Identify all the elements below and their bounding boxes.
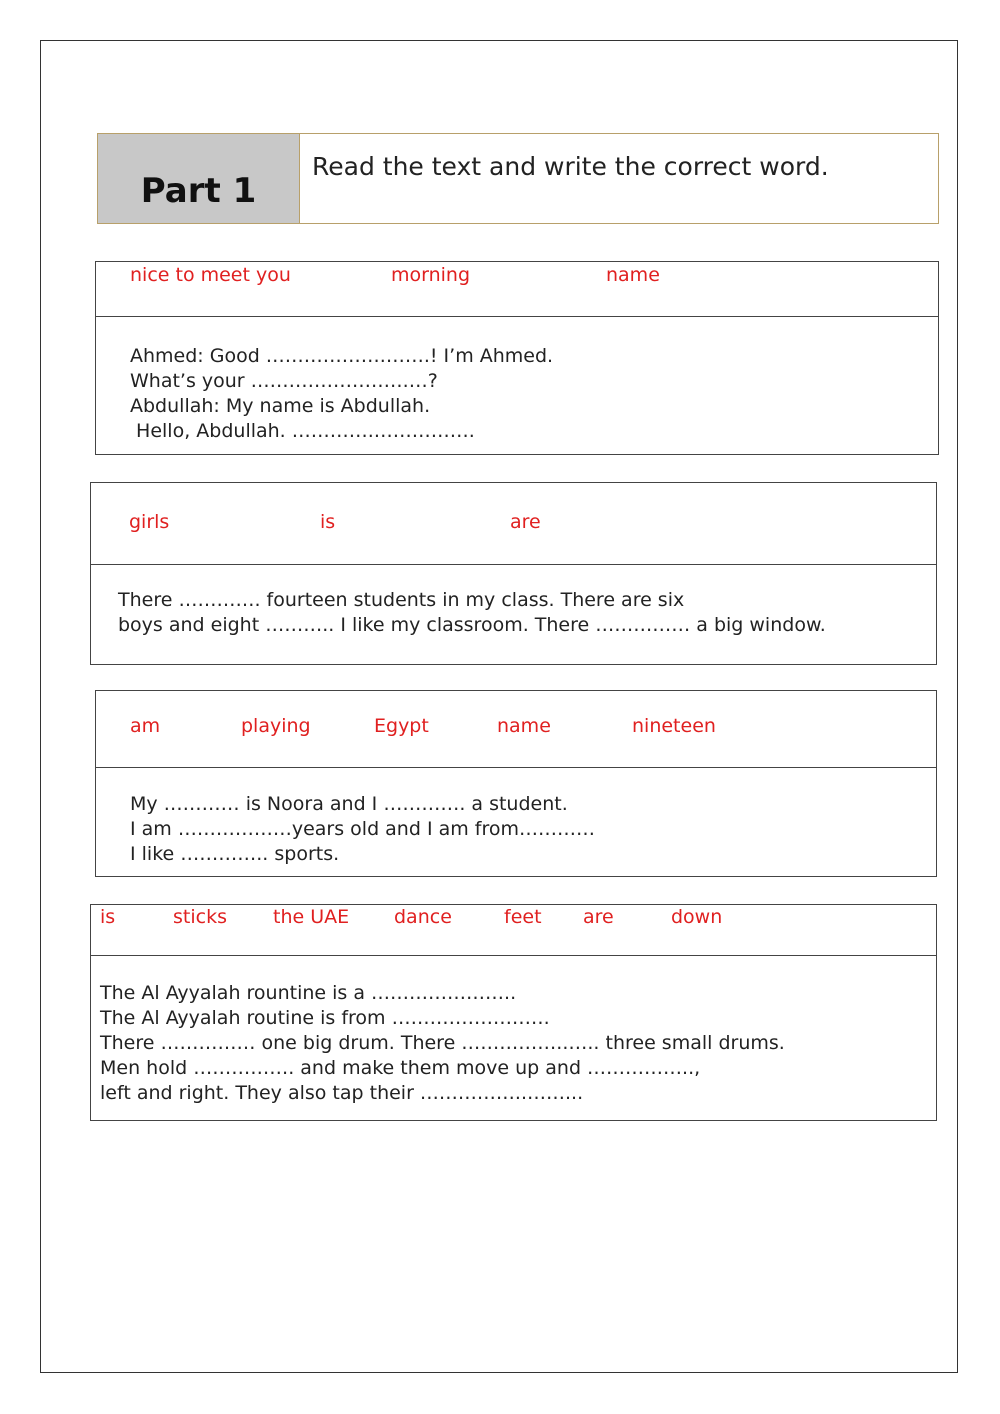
word-option[interactable]: feet bbox=[504, 906, 542, 928]
word-option[interactable]: girls bbox=[129, 511, 170, 533]
instruction-header bbox=[97, 133, 939, 224]
word-option[interactable]: are bbox=[583, 906, 614, 928]
exercise-text bbox=[96, 317, 938, 444]
word-option[interactable]: the UAE bbox=[273, 906, 350, 928]
exercise-3 bbox=[95, 690, 937, 877]
text-line: What’s your …………………….…? bbox=[130, 370, 438, 392]
text-line: My ………… is Noora and I …………. a student. bbox=[130, 793, 568, 815]
word-option[interactable]: are bbox=[510, 511, 541, 533]
exercise-1 bbox=[95, 261, 939, 455]
word-bank bbox=[91, 483, 936, 565]
word-option[interactable]: nineteen bbox=[632, 715, 716, 737]
word-option[interactable]: morning bbox=[391, 264, 471, 286]
word-option[interactable]: dance bbox=[394, 906, 452, 928]
word-option[interactable]: is bbox=[100, 906, 116, 928]
word-option[interactable]: am bbox=[130, 715, 161, 737]
text-line: There …………. fourteen students in my class. There are six bbox=[118, 589, 685, 611]
exercise-2 bbox=[90, 482, 937, 665]
word-option[interactable]: name bbox=[497, 715, 551, 737]
part-label: Part 1 bbox=[140, 171, 257, 211]
exercise-4 bbox=[90, 904, 937, 1121]
text-line: The Al Ayyalah routine is from ……………………. bbox=[100, 1007, 550, 1029]
exercise-text bbox=[96, 768, 936, 867]
word-option[interactable]: Egypt bbox=[374, 715, 429, 737]
instruction-text: Read the text and write the correct word. bbox=[312, 152, 829, 181]
text-line: boys and eight ……….. I like my classroom. There …………… a big window. bbox=[118, 614, 826, 636]
text-line: I am ………………years old and I am from………… bbox=[130, 818, 595, 840]
text-line: Men hold ……………. and make them move up and …………….., bbox=[100, 1057, 701, 1079]
word-option[interactable]: sticks bbox=[173, 906, 227, 928]
word-option[interactable]: down bbox=[671, 906, 723, 928]
word-option[interactable]: playing bbox=[241, 715, 311, 737]
text-line: left and right. They also tap their ……………..……... bbox=[100, 1082, 584, 1104]
word-bank bbox=[96, 691, 936, 768]
word-option[interactable]: name bbox=[606, 264, 660, 286]
word-option[interactable]: nice to meet you bbox=[130, 264, 291, 286]
exercise-text bbox=[91, 956, 936, 1106]
instruction-cell bbox=[300, 134, 938, 223]
text-line: Abdullah: My name is Abdullah. bbox=[130, 395, 431, 417]
text-line: Ahmed: Good ……………….…….! I’m Ahmed. bbox=[130, 345, 554, 367]
exercise-text bbox=[91, 565, 936, 638]
word-bank bbox=[91, 905, 936, 956]
text-line: I like ………….. sports. bbox=[130, 843, 340, 865]
word-option[interactable]: is bbox=[320, 511, 336, 533]
text-line: Hello, Abdullah. ………….……………. bbox=[130, 420, 475, 442]
part-cell bbox=[98, 134, 300, 223]
text-line: The Al Ayyalah rountine is a ………………….. bbox=[100, 982, 517, 1004]
word-bank bbox=[96, 262, 938, 317]
text-line: There …………… one big drum. There ……………..….. three small drums. bbox=[100, 1032, 785, 1054]
